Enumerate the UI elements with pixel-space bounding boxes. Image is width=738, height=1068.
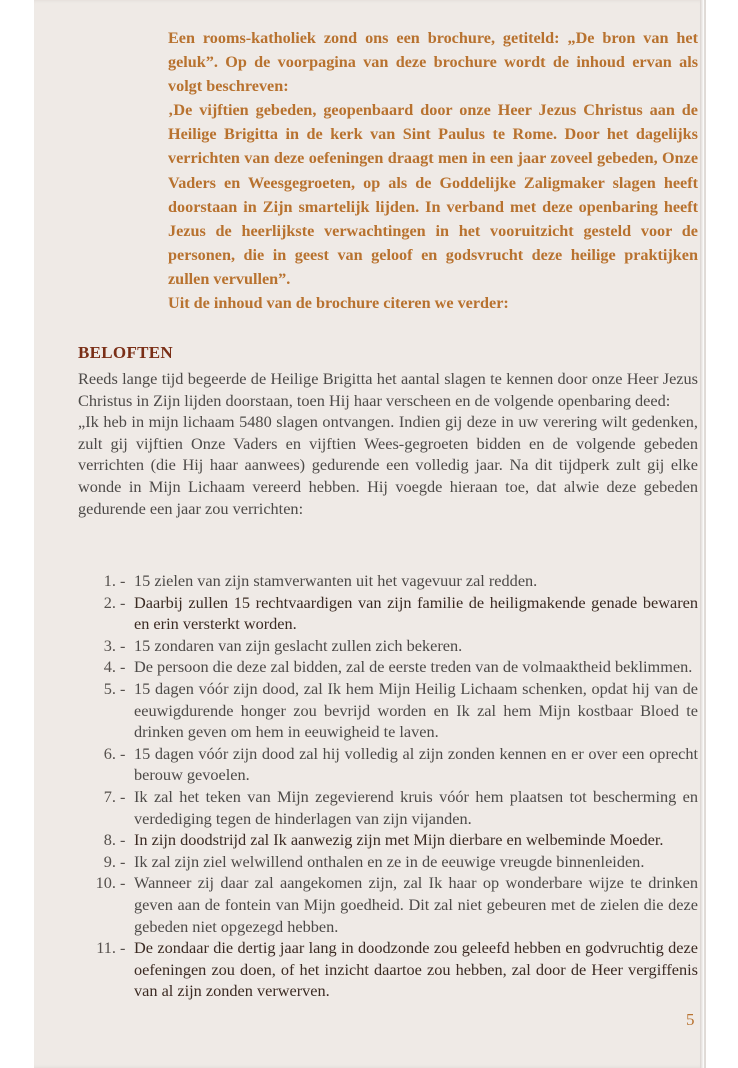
list-item-number: 5. bbox=[103, 678, 116, 698]
intro-paragraph-3: Uit de inhoud van de brochure citeren we verder: bbox=[168, 294, 509, 313]
list-item-text: 15 dagen vóór zijn dood zal hij volledig al zijn zonden kennen en er over een oprecht berouw gevoelen. bbox=[134, 743, 698, 785]
list-item-dash: - bbox=[120, 786, 126, 806]
list-item-text: 15 dagen vóór zijn dood, zal Ik hem Mijn Heilig Lichaam schenken, opdat hij van de eeuwigdurende honger zou bevrijd worden en Ik zal hem Mijn kostbaar Bloed te drinken geven om hem in eeuwigheid te laven. bbox=[134, 678, 698, 742]
list-item bbox=[78, 937, 698, 1002]
list-item bbox=[78, 872, 698, 937]
list-item-dash: - bbox=[120, 830, 126, 850]
list-item bbox=[78, 656, 698, 678]
intro-block bbox=[168, 26, 698, 315]
list-item-dash: - bbox=[120, 851, 126, 871]
list-item-number: 10. bbox=[95, 873, 116, 893]
list-item-number: 6. bbox=[103, 743, 116, 763]
page-number: 5 bbox=[686, 1010, 695, 1029]
list-item-dash: - bbox=[120, 571, 126, 590]
list-item-number: 2. bbox=[103, 592, 116, 612]
list-item-number: 8. bbox=[103, 830, 116, 850]
list-item-text: Ik zal zijn ziel welwillend onthalen en ze in de eeuwige vreugde binnenleiden. bbox=[134, 851, 645, 871]
page-edge bbox=[700, 0, 704, 1068]
section-paragraph-2: „Ik heb in mijn lichaam 5480 slagen ontvangen. Indien gij deze in uw verering wilt gedenken, zult gij vijftien Onze Vaders en vijftien Wees-gegroeten bidden en de volgende gebeden verrichten (die Hij haar aanwees) gedurende een volledig jaar. Na dit tijdperk zult gij elke wonde in Mijn Lichaam vereerd hebben. Hij voegde hieraan toe, dat alwie deze gebeden gedurende een jaar zou verrichten: bbox=[78, 412, 698, 518]
list-item-number: 1. bbox=[103, 571, 116, 590]
list-item-number: 11. bbox=[96, 938, 116, 958]
book-page bbox=[34, 0, 706, 1068]
list-item bbox=[78, 635, 698, 657]
list-item-dash: - bbox=[120, 873, 126, 893]
list-item-dash: - bbox=[120, 938, 126, 958]
list-item-text: Wanneer zij daar zal aangekomen zijn, zal Ik haar op wonderbare wijze te drinken geven aan de fontein van Mijn goedheid. Dit zal niet gebeuren met de zielen die deze gebeden niet opgezegd hebben. bbox=[134, 873, 698, 936]
list-item bbox=[78, 592, 698, 635]
section-paragraph-1: Reeds lange tijd begeerde de Heilige Brigitta het aantal slagen te kennen door onze Heer Jezus Christus in Zijn lijden doorstaan, toen Hij haar verscheen en de volgende openbaring deed: bbox=[78, 369, 698, 410]
list-item-number: 7. bbox=[103, 786, 116, 806]
list-item-number: 4. bbox=[103, 657, 116, 677]
promises-list bbox=[78, 570, 698, 1002]
list-item-number: 9. bbox=[103, 851, 116, 871]
list-item bbox=[78, 678, 698, 743]
list-item-text: Ik zal het teken van Mijn zegevierend kruis vóór hem plaatsen tot bescherming en verdediging tegen de hinderlagen van zijn vijanden. bbox=[134, 786, 698, 828]
intro-paragraph-1: Een rooms-katholiek zond ons een brochure, getiteld: „De bron van het geluk”. Op de voorpagina van deze brochure wordt de inhoud ervan als volgt beschreven: bbox=[168, 29, 698, 96]
section-heading: BELOFTEN bbox=[78, 343, 173, 362]
list-item-text: De persoon die deze zal bidden, zal de eerste treden van de volmaaktheid beklimmen. bbox=[134, 657, 693, 677]
list-item bbox=[78, 786, 698, 829]
list-item-text: 15 zondaren van zijn geslacht zullen zich bekeren. bbox=[134, 635, 463, 655]
list-item-text: Daarbij zullen 15 rechtvaardigen van zijn familie de heiligmakende genade bewaren en erin versterkt worden. bbox=[134, 592, 698, 634]
list-item-dash: - bbox=[120, 743, 126, 763]
list-item-dash: - bbox=[120, 592, 126, 612]
intro-paragraph-2: ‚De vijftien gebeden, geopenbaard door onze Heer Jezus Christus aan de Heilige Brigitta in de kerk van Sint Paulus te Rome. Door het dagelijks verrichten van deze oefeningen draagt men in een jaar zoveel gebeden, Onze Vaders en Weesgegroeten, op als de Goddelijke Zaligmaker slagen heeft doorstaan in Zijn smartelijk lijden. In verband met deze openbaring heeft Jezus de heerlijkste verwachtingen in het vooruitzicht gesteld voor de personen, die in geest van geloof en godsvrucht deze heilige praktijken zullen vervullen”. bbox=[168, 101, 698, 288]
list-item-text: 15 zielen van zijn stamverwanten uit het vagevuur zal redden. bbox=[134, 571, 538, 590]
list-item bbox=[78, 829, 698, 851]
list-item-dash: - bbox=[120, 657, 126, 677]
list-item bbox=[78, 851, 698, 873]
list-item bbox=[78, 743, 698, 786]
list-item-dash: - bbox=[120, 635, 126, 655]
list-item-number: 3. bbox=[103, 635, 116, 655]
list-item-text: In zijn doodstrijd zal Ik aanwezig zijn met Mijn dierbare en welbeminde Moeder. bbox=[134, 830, 664, 850]
section-body bbox=[78, 368, 698, 519]
list-item-dash: - bbox=[120, 678, 126, 698]
list-item-text: De zondaar die dertig jaar lang in doodzonde zou geleefd hebben en godvruchtig deze oefeningen zou doen, of het inzicht daartoe zou hebben, zal door de Heer vergiffenis van al zijn zonden verwerven. bbox=[134, 938, 698, 1001]
list-item bbox=[78, 570, 698, 592]
